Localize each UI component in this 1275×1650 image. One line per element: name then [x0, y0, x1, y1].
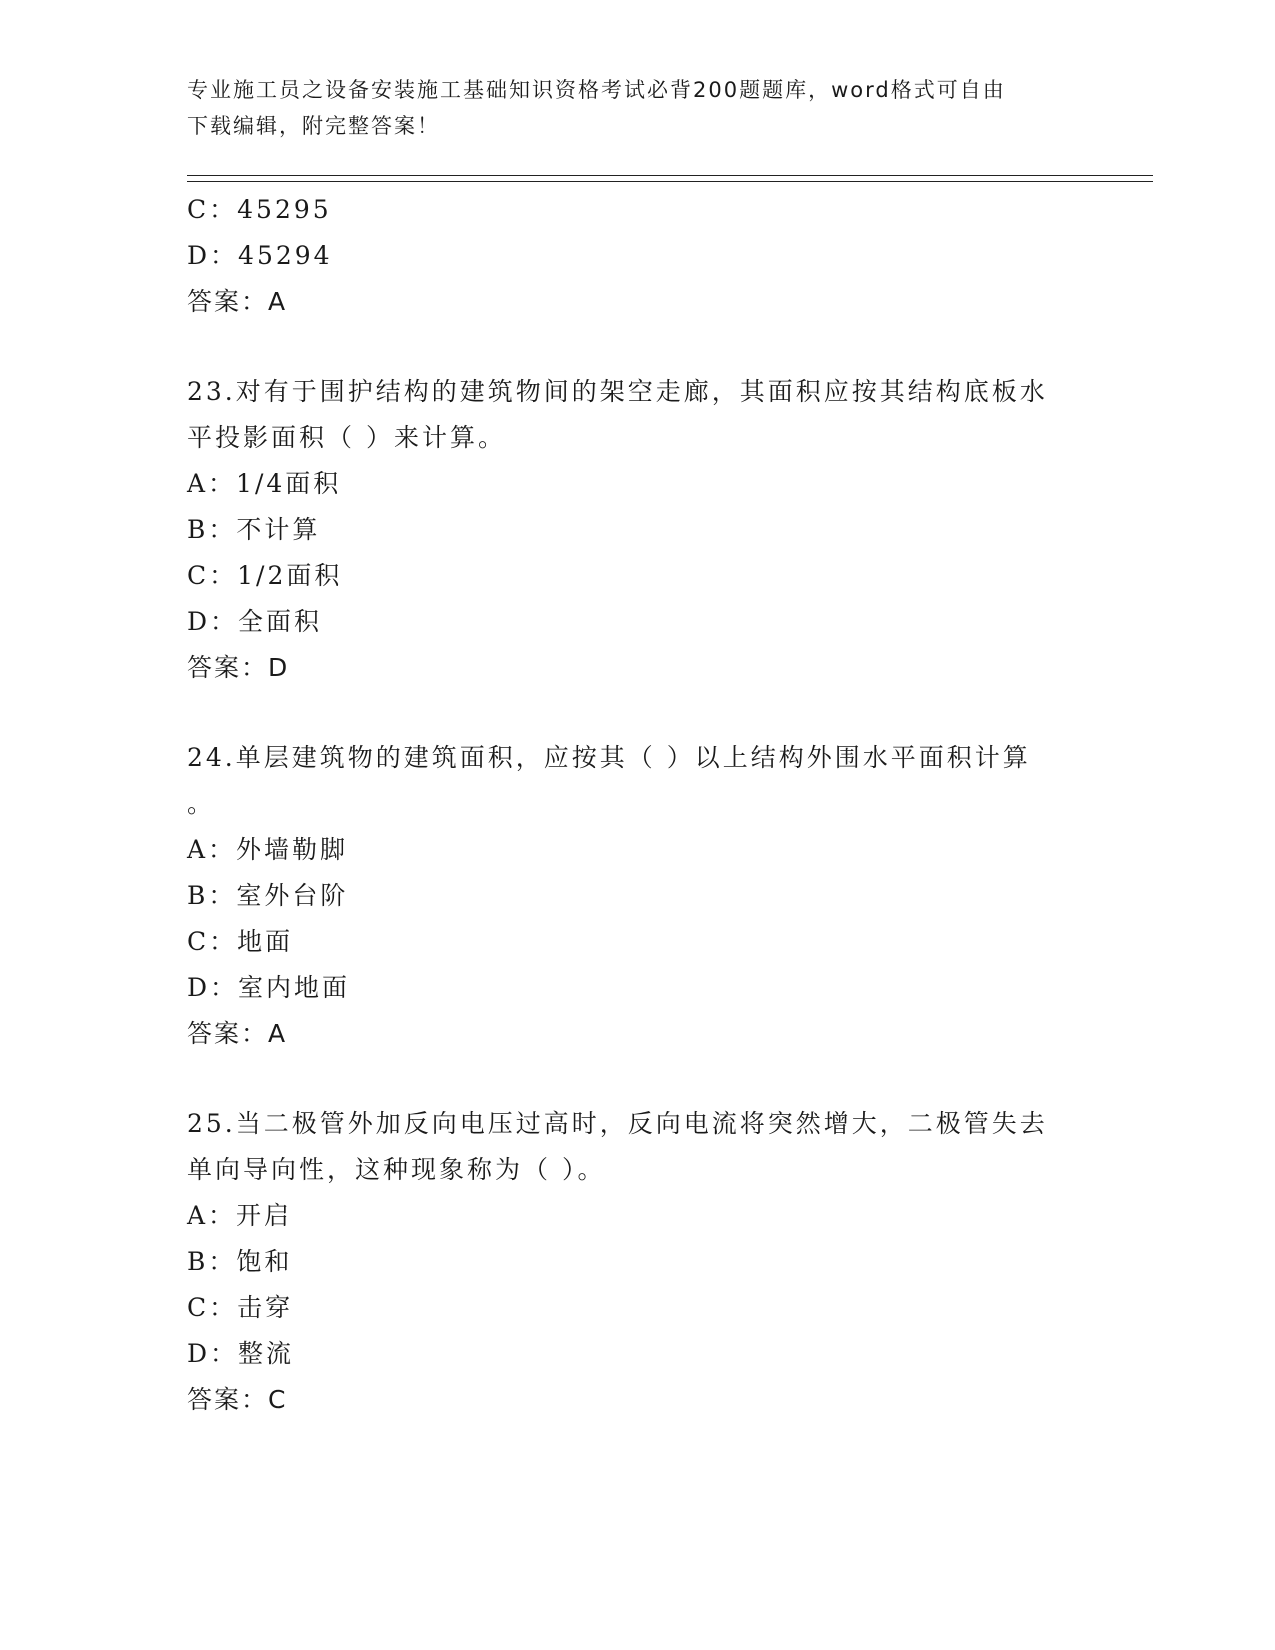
answer-line: 答案：A — [187, 287, 288, 316]
question-23 — [187, 369, 1087, 691]
question-stem-line-1: 23.对有于围护结构的建筑物间的架空走廊，其面积应按其结构底板水 — [187, 377, 1048, 406]
question-spacer — [187, 1057, 1087, 1101]
option-a: A：外墙勒脚 — [187, 835, 349, 864]
option-a: A：开启 — [187, 1201, 293, 1230]
question-24 — [187, 735, 1087, 1057]
option-c: C：地面 — [187, 927, 294, 956]
option-b: B：不计算 — [187, 515, 321, 544]
answer-line: 答案：C — [187, 1385, 288, 1414]
question-25 — [187, 1101, 1087, 1423]
option-c: C：1/2面积 — [187, 561, 343, 590]
question-stem-line-1: 24.单层建筑物的建筑面积，应按其（ ）以上结构外围水平面积计算 — [187, 743, 1031, 772]
question-stem-line-2: 。 — [187, 789, 213, 818]
question-spacer — [187, 691, 1087, 735]
header-title-line-1: 专业施工员之设备安装施工基础知识资格考试必背200题题库，word格式可自由 — [187, 78, 1006, 102]
question-22-tail — [187, 187, 1087, 325]
option-b: B：室外台阶 — [187, 881, 349, 910]
question-stem-line-2: 单向导向性，这种现象称为（ ）。 — [187, 1155, 606, 1184]
question-content — [187, 187, 1087, 1423]
header-rule-bottom — [187, 181, 1153, 182]
option-c: C：击穿 — [187, 1293, 294, 1322]
option-a: A：1/4面积 — [187, 469, 342, 498]
option-b: B：饱和 — [187, 1247, 293, 1276]
answer-line: 答案：A — [187, 1019, 288, 1048]
question-stem-line-2: 平投影面积（ ）来计算。 — [187, 423, 506, 452]
option-c: C：45295 — [187, 195, 332, 224]
question-stem-line-1: 25.当二极管外加反向电压过高时，反向电流将突然增大，二极管失去 — [187, 1109, 1048, 1138]
option-d: D：全面积 — [187, 607, 323, 636]
header-rule-top — [187, 175, 1153, 176]
option-d: D：整流 — [187, 1339, 295, 1368]
question-spacer — [187, 325, 1087, 369]
header-title-line-2: 下载编辑，附完整答案！ — [187, 114, 440, 138]
answer-line: 答案：D — [187, 653, 290, 682]
option-d: D：45294 — [187, 241, 333, 270]
option-d: D：室内地面 — [187, 973, 351, 1002]
document-header — [187, 72, 1087, 144]
